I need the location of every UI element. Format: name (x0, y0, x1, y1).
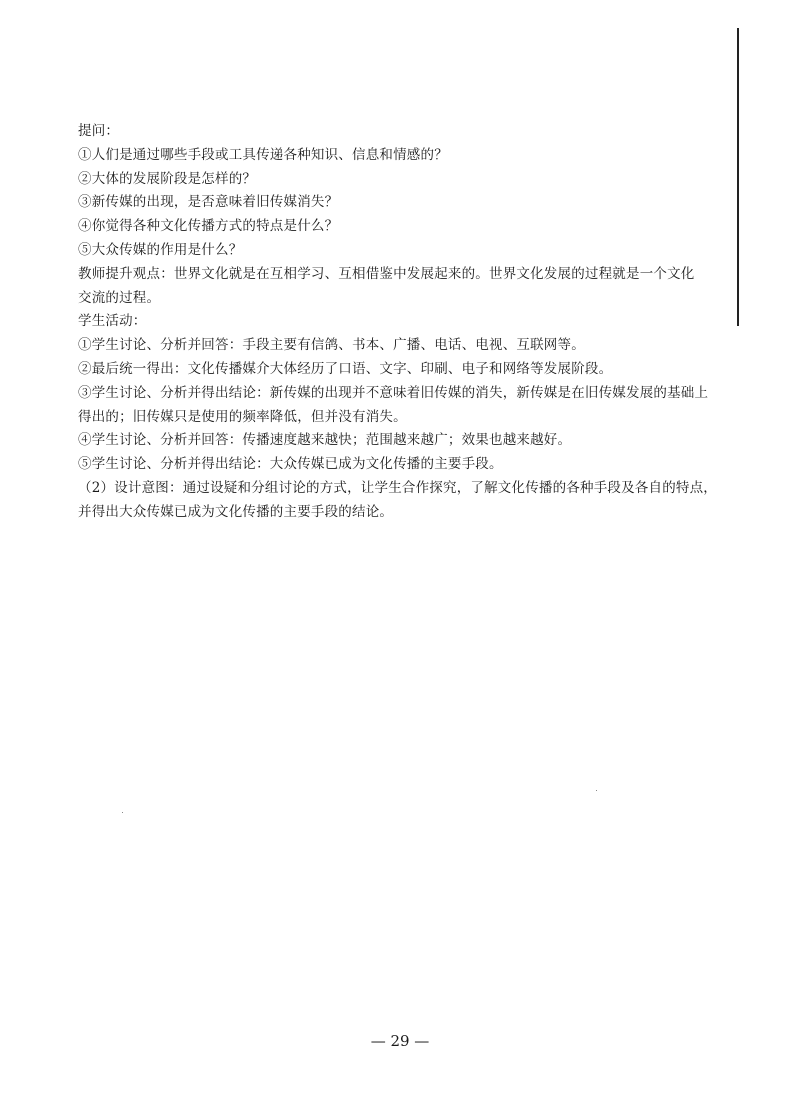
student-answer-3-line-2: 得出的；旧传媒只是使用的频率降低，但并没有消失。 (78, 408, 407, 425)
student-answer-5: ⑤学生讨论、分析并得出结论：大众传媒已成为文化传播的主要手段。 (78, 456, 503, 473)
question-1: ①人们是通过哪些手段或工具传递各种知识、信息和情感的？ (78, 146, 448, 163)
student-answer-2: ②最后统一得出：文化传播媒介大体经历了口语、文字、印刷、电子和网络等发展阶段。 (78, 360, 613, 377)
student-answer-3-line-1: ③学生讨论、分析并得出结论：新传媒的出现并不意味着旧传媒的消失，新传媒是在旧传媒发展的基础上 (78, 384, 709, 401)
design-intent-line-1: （2）设计意图：通过设疑和分组讨论的方式，让学生合作探究，了解文化传播的各种手段及各自的特点， (78, 479, 717, 496)
student-activity-heading: 学生活动： (78, 313, 147, 330)
question-5: ⑤大众传媒的作用是什么？ (78, 241, 243, 258)
question-3: ③新传媒的出现，是否意味着旧传媒消失？ (78, 194, 339, 211)
page-number: — 29 — (370, 1032, 430, 1050)
student-answer-1: ①学生讨论、分析并回答：手段主要有信鸽、书本、广播、电话、电视、互联网等。 (78, 337, 585, 354)
scan-speck (122, 812, 123, 813)
question-heading: 提问： (78, 123, 120, 139)
scan-edge-line (737, 28, 739, 326)
teacher-viewpoint-line-2: 交流的过程。 (78, 289, 161, 306)
teacher-viewpoint-line-1: 教师提升观点：世界文化就是在互相学习、互相借鉴中发展起来的。世界文化发展的过程就是一个文化 (78, 265, 695, 282)
question-2: ②大体的发展阶段是怎样的？ (78, 170, 257, 187)
question-4: ④你觉得各种文化传播方式的特点是什么？ (78, 218, 339, 235)
student-answer-4: ④学生讨论、分析并回答：传播速度越来越快；范围越来越广；效果也越来越好。 (78, 432, 572, 449)
design-intent-line-2: 并得出大众传媒已成为文化传播的主要手段的结论。 (78, 503, 394, 520)
body-text (78, 120, 717, 525)
scan-speck (596, 790, 597, 791)
